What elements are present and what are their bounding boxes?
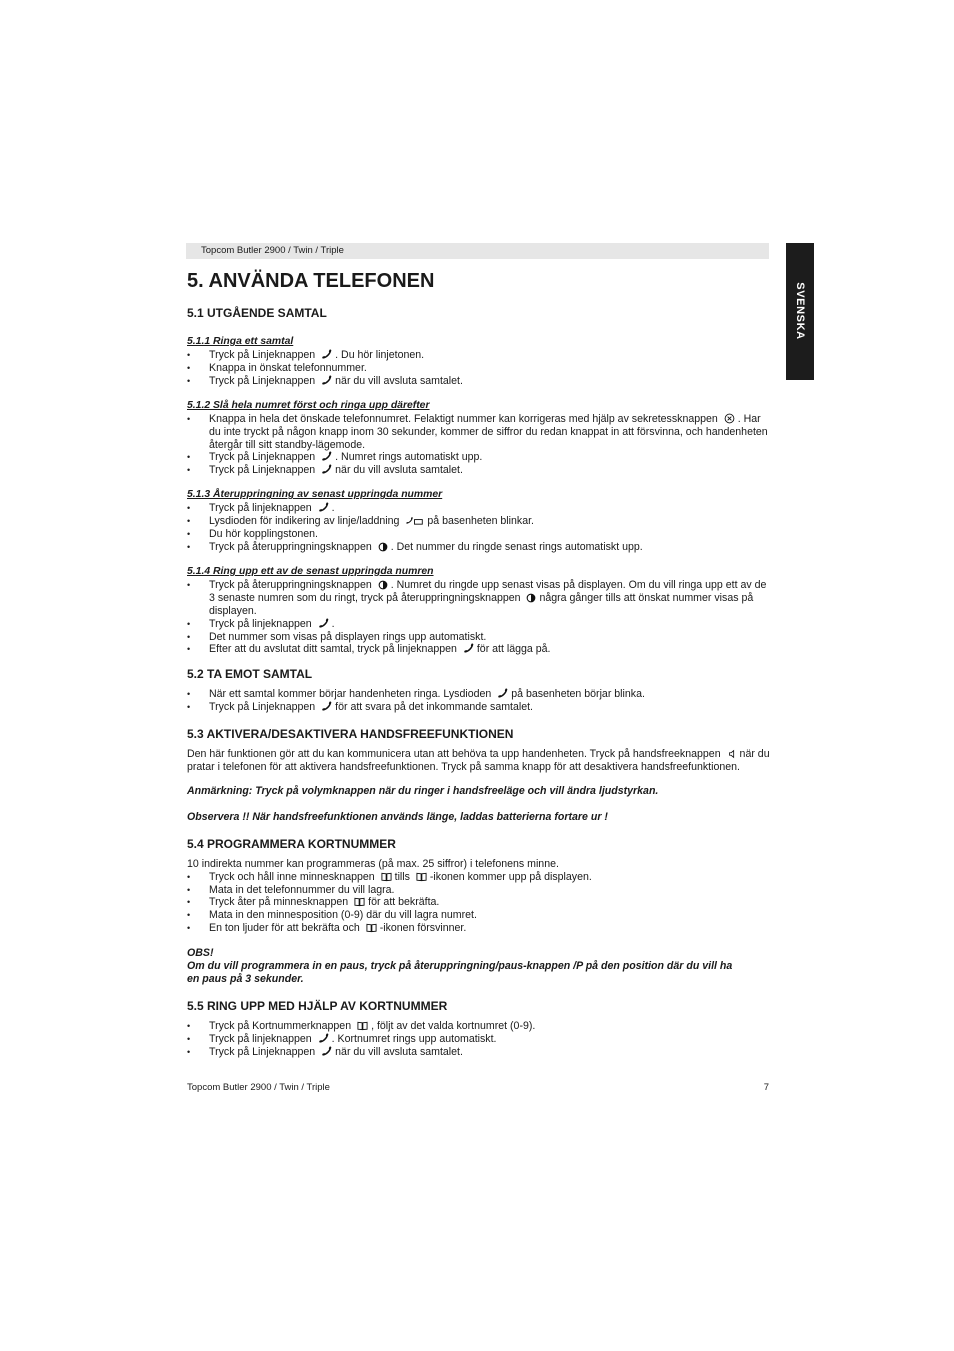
memory-book-icon	[354, 896, 365, 907]
section-5-4	[187, 837, 770, 986]
list-item: • Du hör kopplingstonen.	[187, 528, 770, 541]
redial-icon	[378, 542, 388, 552]
line-charge-led-icon	[405, 515, 424, 526]
list-item: • Tryck på Kortnummerknappen , följt av det valda kortnumret (0-9).	[187, 1020, 770, 1033]
phone-handset-icon	[321, 1046, 332, 1057]
note-remark: Anmärkning: Tryck på volymknappen när du ringer i handsfreeläge och vill ändra ljudstyrkan.	[187, 784, 659, 797]
phone-handset-icon	[321, 451, 332, 462]
memory-book-icon	[381, 871, 392, 882]
list-item: • Knappa in hela det önskade telefonnumret. Felaktigt nummer kan korrigeras med hjälp av sekretessknappen . Har du inte tryckt på någon knapp inom 30 sekunder, kommer de siffror du redan knappat in att försvinna, och handenheten återgår till sitt standby-lägemode.	[187, 413, 770, 452]
list-item: • Tryck och håll inne minnesknappen tills -ikonen kommer upp på displayen.	[187, 871, 770, 884]
section-heading-5-1: 5.1 UTGÅENDE SAMTAL	[187, 306, 327, 320]
section-heading-5-3: 5.3 AKTIVERA/DESAKTIVERA HANDSFREEFUNKTIONEN	[187, 727, 514, 742]
paragraph: Den här funktionen gör att du kan kommunicera utan att behöva ta upp handenheten. Tryck på handsfreeknappen när du pratar i telefonen för att aktivera handsfreefunktionen. Tryck på samma knapp för att desaktivera handsfreefunktionen.	[187, 748, 770, 774]
list-item: • Efter att du avslutat ditt samtal, tryck på linjeknappen för att lägga på.	[187, 643, 770, 656]
list-item: • Tryck på linjeknappen . Kortnumret rings upp automatiskt.	[187, 1033, 770, 1046]
list-item: • Det nummer som visas på displayen rings upp automatiskt.	[187, 631, 770, 644]
speaker-icon	[727, 749, 737, 759]
note-warning: Observera !! När handsfreefunktionen används länge, laddas batterierna fortare ur !	[187, 810, 608, 823]
phone-handset-icon	[497, 688, 508, 699]
phone-handset-icon	[321, 349, 332, 360]
section-5-3	[187, 727, 770, 824]
list-item: • Mata in den minnesposition (0-9) där du vill lagra numret.	[187, 909, 770, 922]
list-item: • Tryck åter på minnesknappen för att bekräfta.	[187, 896, 770, 909]
phone-handset-icon	[463, 643, 474, 654]
list-item: • När ett samtal kommer börjar handenheten ringa. Lysdioden på basenheten börjar blinka.	[187, 688, 770, 701]
list-item: • Tryck på Linjeknappen . Numret rings automatiskt upp.	[187, 451, 770, 464]
phone-handset-icon	[318, 1033, 329, 1044]
redial-icon	[378, 580, 388, 590]
subsection-5-1-2	[187, 399, 770, 478]
obs-title: OBS!	[187, 947, 214, 960]
phone-handset-icon	[321, 375, 332, 386]
redial-icon	[526, 593, 536, 603]
paragraph: 10 indirekta nummer kan programmeras (på max. 25 siffror) i telefonens minne.	[187, 857, 559, 870]
subsection-5-1-1	[187, 335, 770, 388]
list-item: • Tryck på återuppringningsknappen . Det nummer du ringde senast rings automatiskt upp.	[187, 541, 770, 554]
list-item: • Tryck på Linjeknappen när du vill avsluta samtalet.	[187, 464, 770, 477]
list-item: • En ton ljuder för att bekräfta och -ikonen försvinner.	[187, 922, 770, 935]
list-item: • Tryck på Linjeknappen när du vill avsluta samtalet.	[187, 375, 770, 388]
subsection-heading: 5.1.2 Slå hela numret först och ringa upp därefter	[187, 399, 430, 411]
subsection-5-1-3	[187, 488, 770, 554]
phone-handset-icon	[318, 618, 329, 629]
list-item: • Mata in det telefonnummer du vill lagra.	[187, 884, 770, 897]
memory-book-icon	[366, 922, 377, 933]
phone-handset-icon	[321, 464, 332, 475]
list-item: • Tryck på Linjeknappen . Du hör linjetonen.	[187, 349, 770, 362]
section-heading-5-5: 5.5 RING UPP MED HJÄLP AV KORTNUMMER	[187, 998, 448, 1013]
section-5-2	[187, 667, 770, 714]
list-item: • Tryck på linjeknappen .	[187, 502, 770, 515]
language-tab	[786, 243, 814, 380]
section-5-5	[187, 999, 770, 1059]
obs-text: Om du vill programmera in en paus, tryck på återuppringning/paus-knappen /P på den position där du vill ha en paus på 3 sekunder.	[187, 960, 733, 985]
header-text: Topcom Butler 2900 / Twin / Triple	[201, 245, 344, 256]
page-title: 5. ANVÄNDA TELEFONEN	[187, 270, 435, 292]
list-item: • Lysdioden för indikering av linje/laddning på basenheten blinkar.	[187, 515, 770, 528]
language-tab-label: SVENSKA	[794, 282, 806, 340]
phone-handset-icon	[318, 502, 329, 513]
phone-handset-icon	[321, 701, 332, 712]
section-heading-5-2: 5.2 TA EMOT SAMTAL	[187, 667, 313, 682]
list-item: • Tryck på Linjeknappen när du vill avsluta samtalet.	[187, 1046, 770, 1059]
page-content	[187, 264, 770, 1059]
subsection-heading: 5.1.1 Ringa ett samtal	[187, 336, 294, 347]
section-heading-5-4: 5.4 PROGRAMMERA KORTNUMMER	[187, 836, 396, 851]
footer-text: Topcom Butler 2900 / Twin / Triple	[187, 1082, 330, 1093]
memory-book-icon	[357, 1020, 368, 1031]
subsection-heading: 5.1.3 Återuppringning av senast uppringda nummer	[187, 489, 443, 501]
list-item: • Tryck på återuppringningsknappen . Numret du ringde upp senast visas på displayen. Om du vill ringa upp ett av de 3 senaste numren som du ringt, tryck på återuppringningsknappen några gånger tills att önskat nummer visas på displayen.	[187, 579, 770, 618]
subsection-5-1-4	[187, 565, 770, 656]
list-item: • Tryck på linjeknappen .	[187, 618, 770, 631]
memory-book-icon	[416, 871, 427, 882]
list-item: • Knappa in önskat telefonnummer.	[187, 362, 770, 375]
subsection-heading: 5.1.4 Ring upp ett av de senast uppringda numren	[187, 565, 434, 577]
list-item: • Tryck på Linjeknappen för att svara på det inkommande samtalet.	[187, 701, 770, 714]
mute-icon	[724, 413, 735, 424]
page-number: 7	[763, 1082, 769, 1093]
